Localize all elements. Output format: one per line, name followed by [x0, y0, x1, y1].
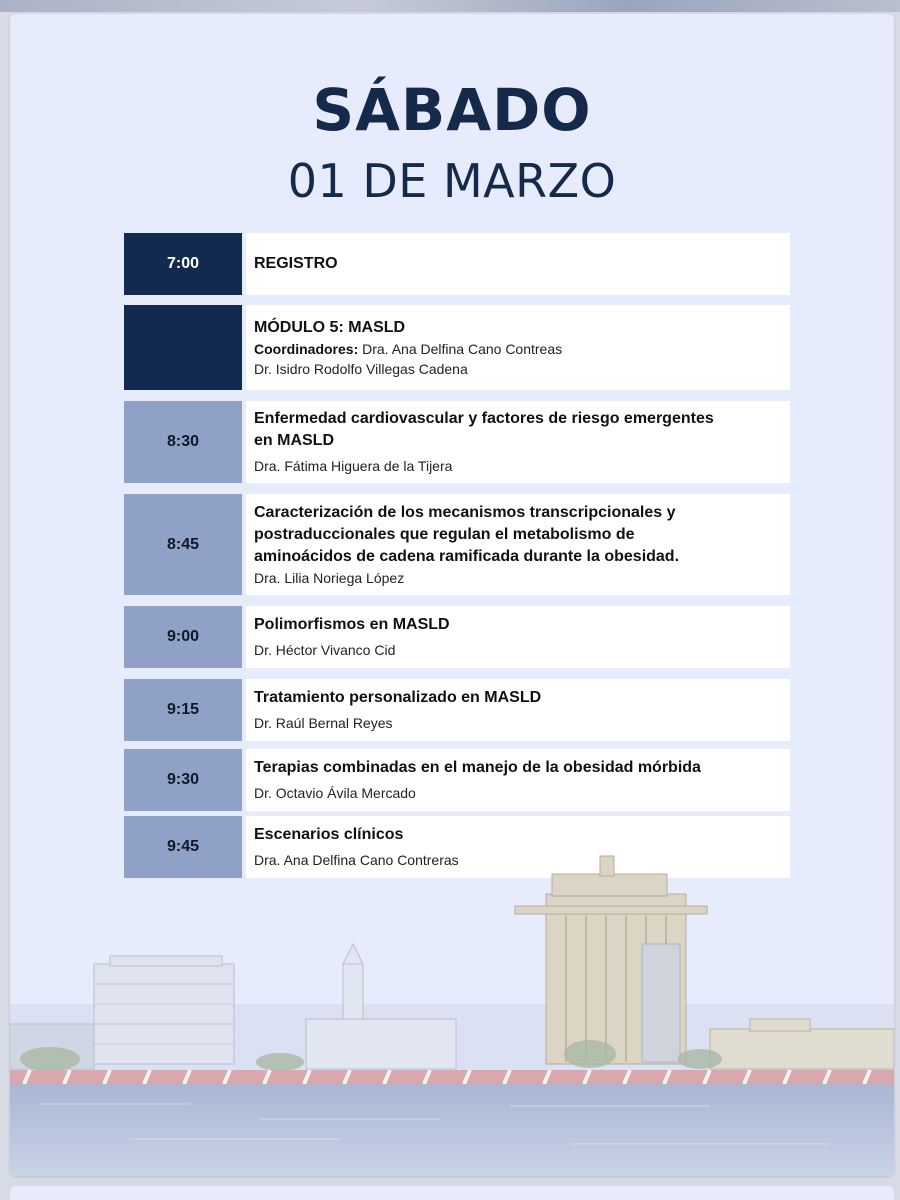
session-content [246, 305, 790, 390]
next-page-edge [10, 1186, 894, 1200]
previous-page-edge [0, 0, 900, 12]
time-slot: 7:00 [124, 233, 242, 295]
time-slot: 9:00 [124, 606, 242, 668]
session-content [246, 749, 790, 811]
coordinator-name: Dra. Ana Delfina Cano Contreas [362, 340, 563, 357]
time-slot: 9:15 [124, 679, 242, 741]
time-slot [124, 305, 242, 390]
time-slot: 8:45 [124, 494, 242, 595]
session-content [246, 494, 790, 595]
city-skyline-illustration [10, 844, 894, 1176]
coordinators-line [254, 339, 790, 359]
session-title-line: aminoácidos de cadena ramificada durante la obesidad. [254, 547, 680, 565]
schedule-row-registro [124, 233, 790, 295]
session-title: REGISTRO [254, 255, 338, 272]
coordinators-label: Coordinadores: [254, 340, 359, 357]
session-title: Terapias combinadas en el manejo de la obesidad mórbida [254, 759, 701, 776]
day-title: SÁBADO [312, 76, 592, 144]
program-page [10, 14, 894, 1176]
time-slot: 9:30 [124, 749, 242, 811]
speaker-name: Dra. Lilia Noriega López [254, 569, 405, 586]
session-title-line: en MASLD [254, 432, 334, 449]
time-slot: 9:45 [124, 816, 242, 878]
module-title: MÓDULO 5: MASLD [254, 318, 406, 336]
session-title: Escenarios clínicos [254, 826, 404, 843]
water [10, 1084, 894, 1176]
speaker-name: Dra. Fátima Higuera de la Tijera [254, 458, 453, 474]
session-title-line: Caracterización de los mecanismos transcripcionales y [254, 503, 676, 521]
session-content [246, 679, 790, 741]
session-title-line: postraduccionales que regulan el metabolismo de [254, 525, 635, 543]
schedule-row [124, 679, 790, 741]
session-content [246, 606, 790, 668]
coordinator-name: Dr. Isidro Rodolfo Villegas Cadena [254, 360, 468, 377]
schedule-row [124, 401, 790, 483]
speaker-name: Dr. Raúl Bernal Reyes [254, 715, 393, 731]
schedule-row [124, 494, 790, 595]
building-left [94, 956, 234, 1064]
schedule-row [124, 749, 790, 811]
session-title: Polimorfismos en MASLD [254, 616, 450, 633]
speaker-name: Dr. Octavio Ávila Mercado [254, 785, 416, 801]
schedule-row-module [124, 305, 790, 390]
session-content [246, 233, 790, 295]
speaker-name: Dr. Héctor Vivanco Cid [254, 642, 396, 658]
time-slot: 8:30 [124, 401, 242, 483]
session-title: Tratamiento personalizado en MASLD [254, 689, 542, 706]
speaker-name: Dra. Ana Delfina Cano Contreras [254, 852, 459, 868]
session-content [246, 401, 790, 483]
schedule-row [124, 606, 790, 668]
date-subtitle: 01 DE MARZO [287, 154, 617, 208]
session-title-line: Enfermedad cardiovascular y factores de riesgo emergentes [254, 410, 714, 427]
